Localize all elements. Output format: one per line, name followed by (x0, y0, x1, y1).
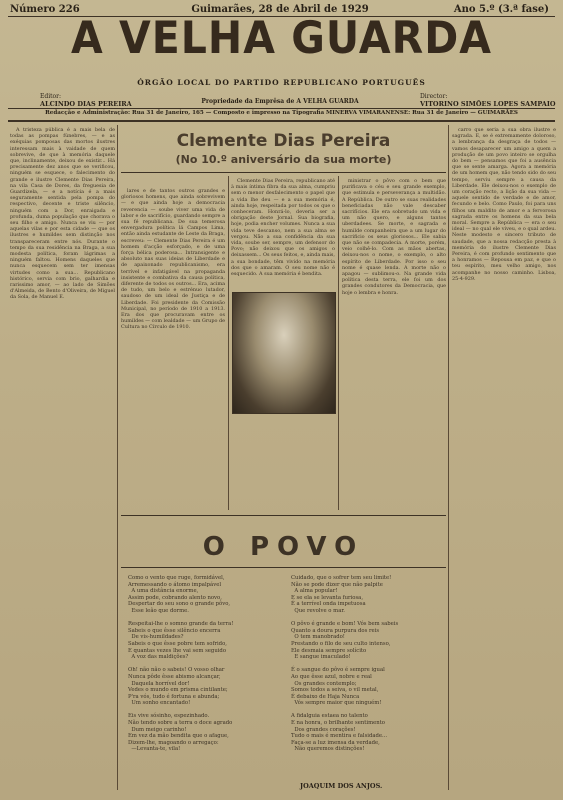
poem-title: O POVO (202, 532, 365, 562)
administration-line: Redacção e Administração: Rua 31 de Janeiro, 165 — Composto e impresso na Tipografia MINERVA VIMARANENSE: Rua 31 de Janeiro — GUIMARÃES (45, 110, 518, 116)
feature-text: Clemente Dias Pereira, republicano até à mais íntima fibra da sua alma, cumpriu sem o menor desfalecimento o papel que a vida lhe deu — e a sua memória é, ainda hoje, respeitada por todos os que o conheceram. Honrá-lo, deveria ser a obrigação deste Jornal. Sua biografia, hoje, podia encher volumes. Nunca a sua vida teve descanso, nem a sua alma se vergou. Não a sua confidência da sua vida, soube ser, sempre, um defensor do Povo; não deixou que os amigos o deixassem... Os seus feitos, e, ainda mais, a sua bondade, têm vivido na memória dos que o amaram. O seu nome não é esquecido. A sua memória é bendita. (231, 178, 335, 278)
price-line: Ano 5.º (3.ª fase) (453, 4, 549, 15)
article-text: A tristeza pública é a mais bela de todas as pompas fúnebres, — e as exéquias pomposas das mortos ilustres interessam mais à vaidade de quem sobrevive, de que à memória daquele que, inclinamente, deixou de existir... Há precisamente dez anos que se verificou, ninguém se esquece, o falecimento do grande e ilustre Clemente Dias Pereira, na vila Casa de Dores, da freguesia de Guardizela, — e a notícia é a mais seguramente sentida pela pompa do respectivo, decente e triste silêncio, ninguém com a Dor, enraigada e profunda, duma população que chorava o seu filho e amigo. Nunca se viu — por aquelas vilas e por esta cidade — que os ilustres e humildes sem distinção nos transpareceram entre nós. Durante o tempo da sua residência na Braga, a sua modesta política, foram lágrimas a ninguém faltou. Homens daqueles que nunca esquecem sem ter imensas virtudes como a sua... Republicano histórico, servia com brio, galhardia e rarissimo amor, — ao lado de Simões d'Almeida, de Bento d'Oliveira, de Miguel da Sola, de Manuel E. (10, 127, 115, 301)
article-text: carro que seria a sua obra ilustre e sagrada. E, se é extremamente doloroso, a lembrança da desgraça de todos — vamos desaparecer um amigo a quem a produção de um povo inteiro se orgulha do bem — pensamos que foi a ausência que se sente amarga. Agora a memória de um homem que, não tendo sido do seu tempo, serviu sempre a causa da Liberdade. Ele deixou-nos o exemplo de um coração recto, a lição da sua vida — aquele sentido de verdade e de amor, fecundo e belo. Como Paulo, foi para uns filhos um maldito de amor e a fervorosa sagrada entre os homens da sua bela moral. Sempre a República — era o seu ideal — no qual ele viveu, e o qual ardeu. Neste modesto e sincero tributo de saudade, que a nossa redacção presta à memória do ilustre Clemente Dias Pereira, é com profundo sentimento que a honramos — Repousa em paz, e que o teu espírito, meu velho amigo, nos acompanhe no nosso caminho. Lisboa, 25-4-929. (452, 127, 556, 282)
director-name: VITORINO SIMÕES LOPES SAMPAIO (420, 100, 556, 108)
poem-rule-bottom (121, 567, 446, 568)
column-divider (448, 125, 449, 790)
portrait-photo (232, 292, 336, 414)
article-column-left (10, 127, 115, 789)
feature-headline: Clemente Dias Pereira (176, 131, 391, 151)
feature-text: ministrar o pôvo com o bem que purificava o céu e seu grande exemplo, que estimula e perseverança a multidão. A República. De outro se suas realidades beneficiadas não vale descaber sacrifícios. Ele era sobretudo um vida e um não quero, e alguns tantos uberdadees. Se morte, e sagrada e humilde companheira que a um lugar do sacrificio os seus gloriosos... Ele sabia que não se compadecia. A morte, porém, veio colhê-lo. Com as mãos abertas, deixou-nos o nome, o exemplo, o alto espírito de Liberdade. Por isso o seu nome é quase lenda. A morte não o apagou — sublimou-o. Na grande vida política desta terra, ele foi um dos grandes condutores da Democracia, que hoje o lembra e honra. (342, 178, 446, 296)
newspaper-subtitle: ÓRGÃO LOCAL DO PARTIDO REPUBLICANO PORTUGUÊS (137, 78, 426, 87)
editor-block (40, 93, 132, 108)
masthead-rule-bottom (8, 120, 555, 122)
feature-text: lares e de tantos outros grandes e gloriosos homens, que ainda sobrevivem — e que ainda hoje a democracia reverencia — soube viver uma vida de labor e de sacrifício, guardando sempre a sua fé republicana. De sua temerosa envergadura política lá Campos Lima, então ainda estudante de Leste da Braga, escreveu: — Clemente Dias Pereira é um homem d'acção esforçado, e de uma força bélica poderosa... Intransigente e absoluto nas suas ideias de Liberdade e de apaixonado republicanismo, era terrível e infatigável na propaganda insistente e combativa da causa política, diferente de todos os outros... Era, acima de tudo, um belo e estrénuo lutador, saudoso de um ideal de Justiça e de Liberdade. Foi presidente da Comissão Municipal, no período de 1910 a 1913. Era dos que procuravam entre os humildes — com lealdade — um Grupo de Cultura no Círculo de 1910. (121, 188, 225, 331)
editor-label: Editor: (40, 93, 62, 100)
column-divider (117, 125, 118, 790)
poem-author: JOAQUIM DOS ANJOS. (300, 782, 383, 790)
poem-verses-left: Como o vento que ruge, formidável, Arremessando o átomo impalpável A uma distância enorme, Assim pode, cobrando alento novo, Despertar do seu sono o grande pôvo, Esse leão que dorme. Respeitai-lhe o somno grande da terra! Sabeis o que êsse silêncio encerra De vis-humildades? Sabeis o que êsse pobre tem sofrido, E quantas vezes lhe vai sem seguido A voz das maldições? Oh! não não o sabeis! O vosso olhar Nunca pôde êsse abismo alcançar, Daquela horrível dor! Vedes o mundo em prisma cintilante; P'ra vós, tudo é fortuna e abunda; Um sonho encantado! Eis vive sósinho, espezinhado. Não tendo sobre a terra o doce agrado Dum meigo carinho! Em vez da mão bendita que o afague, Dizem-lhe, magoando o arregaço: —Levanta-te, vila! (128, 575, 234, 753)
newspaper-title: A VELHA GUARDA (71, 12, 492, 64)
article-column-right (452, 127, 556, 789)
poem-verses-right: Cuidado, que o sofrer tem seu limite! Não se pode dizer que não palpite A alma popular! E se ela se levanta furiosa, É a terrível onda impetuosa Que revolve o mar. O pôvo é grande e bom! Vós bem sabeis Quanto a doura purpura dos reis O tem manobrado! Prestando o filo de seu culto intenso, Ele desmaia sempre solícito E sangue imaculado! É o sangue do pôvo é sempre igual Ao que êsse azul, nobre e real Os grandes contemplo; Somos todos a seiva, o vil metal, É debaixo de Haja Nunca Vós sempre maior que ninguém! A fidalguia estaea no talento E na honra, o brilhante sentimento Dos grandes corações! Tudo o mais é mentira e falsidade... Faça-se a luz imensa da verdade, Não queremos distinções! (291, 575, 399, 753)
director-label: Director: (420, 93, 448, 100)
feature-subheadline: (No 10.º aniversário da sua morte) (175, 153, 392, 166)
issue-number: Número 226 (10, 4, 80, 15)
dateline: Guimarães, 28 de Abril de 1929 (191, 4, 369, 15)
feature-column-1 (121, 188, 225, 508)
masthead-rule-mid (8, 108, 555, 109)
proprietor-line: Propriedade da Emprêsa de A VELHA GUARDA (201, 98, 359, 105)
column-divider (228, 176, 229, 510)
feature-rule (121, 172, 446, 173)
feature-column-3 (342, 178, 446, 508)
director-block (420, 93, 556, 108)
column-divider (338, 176, 339, 510)
editor-name: ALCINDO DIAS PEREIRA (40, 100, 132, 108)
poem-rule-top (121, 515, 446, 516)
